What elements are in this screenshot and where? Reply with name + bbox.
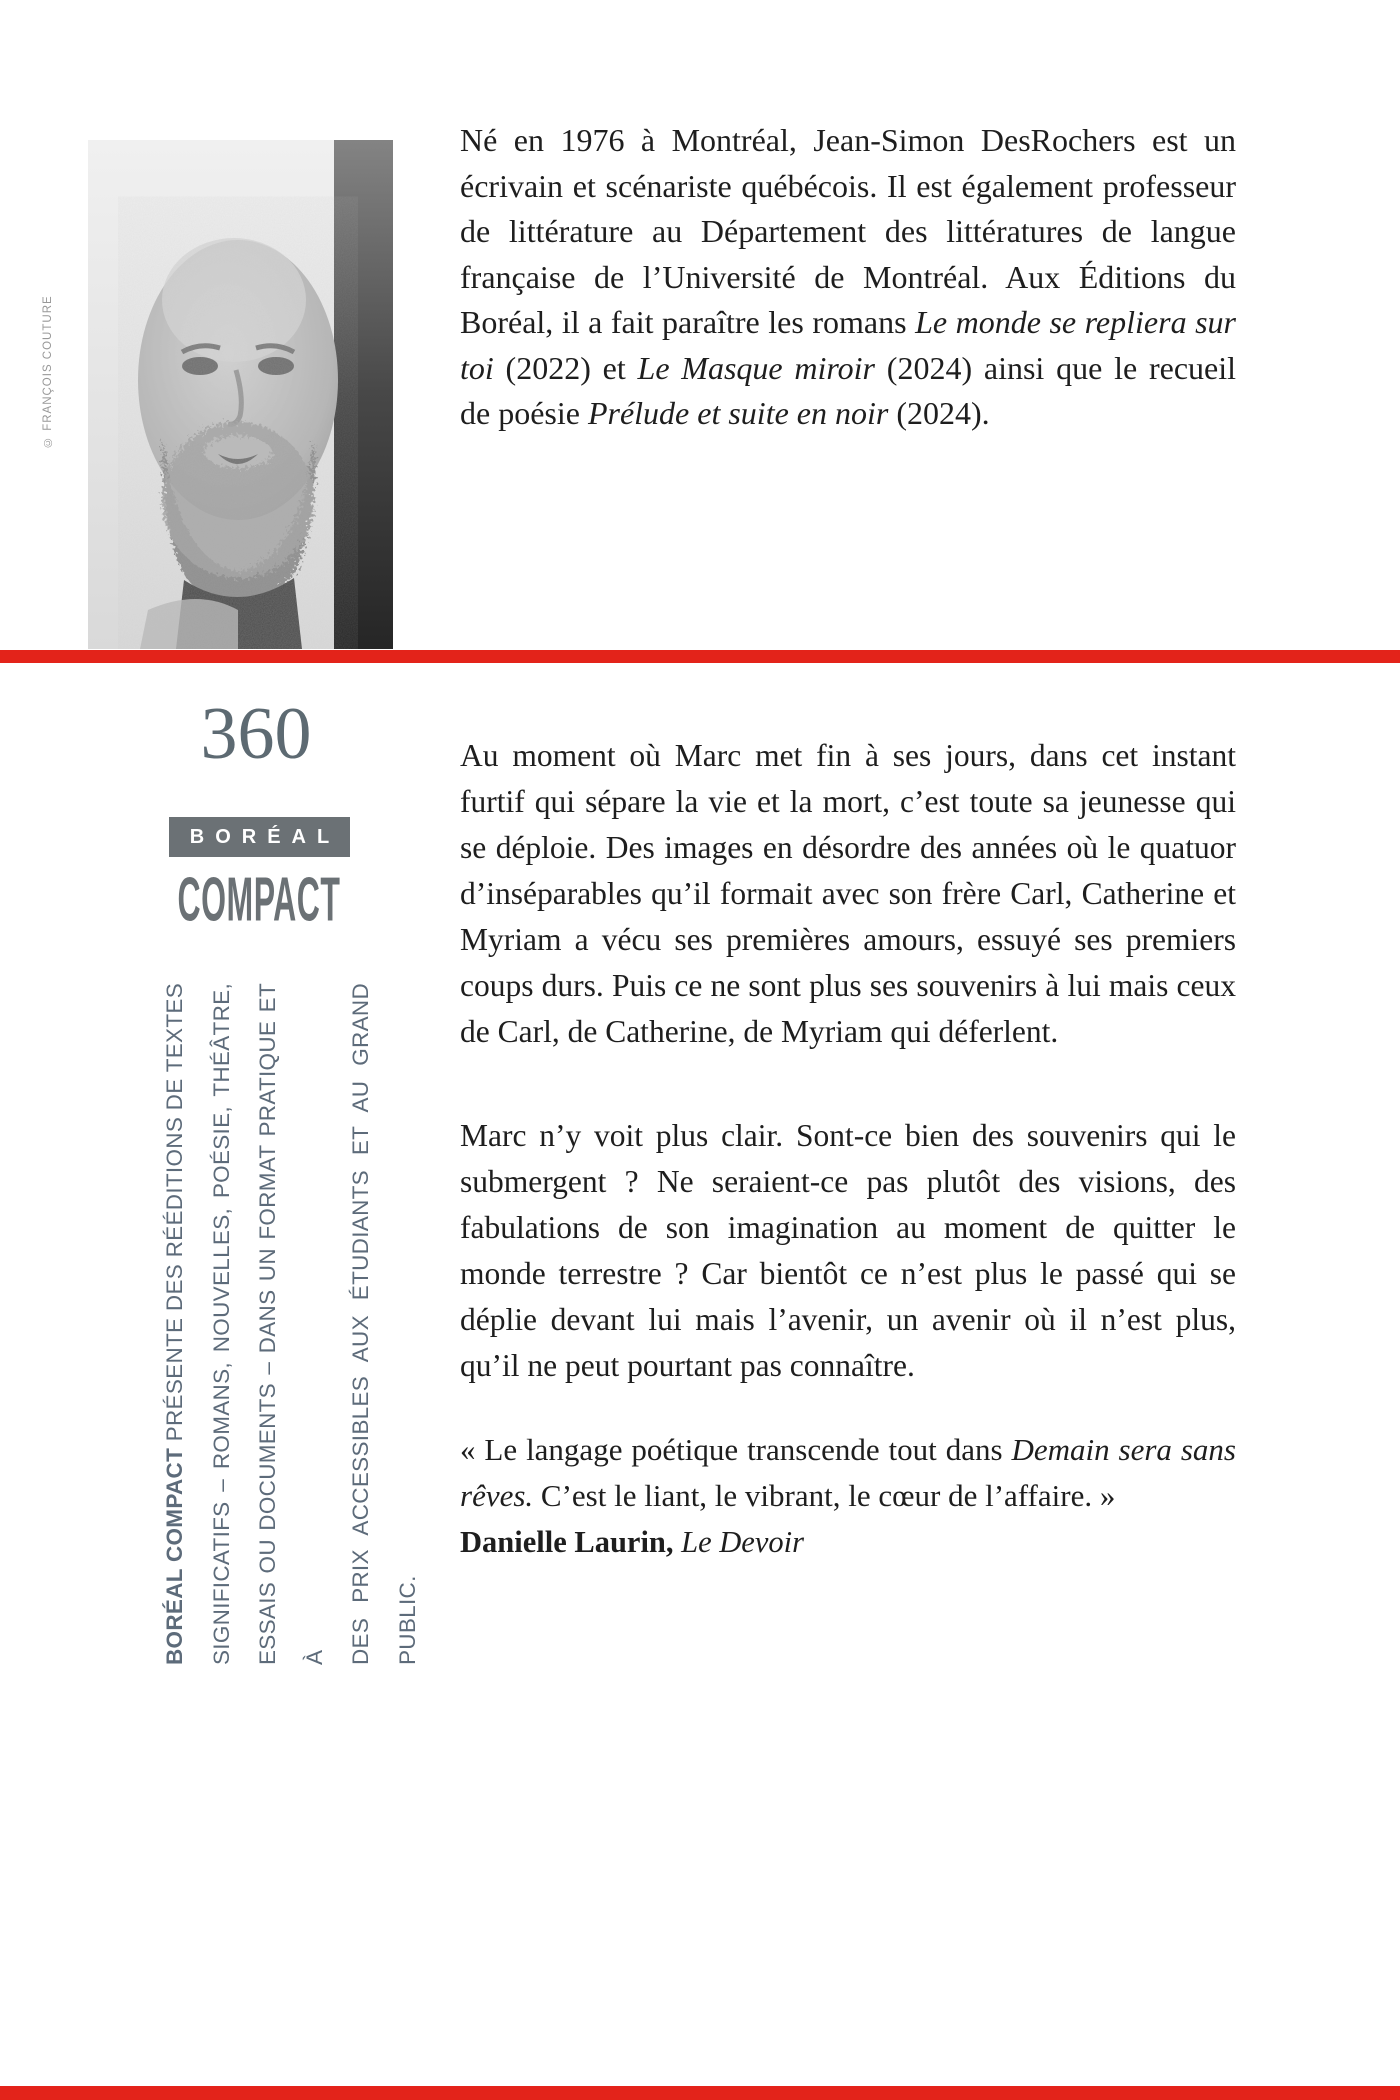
synopsis-paragraph-1: Au moment où Marc met fin à ses jours, dans cet instant furtif qui sépare la vie et la mort, c’est toute sa jeunesse qui se déploie. Des images en désordre des années où le quatuor d’inséparables qu’il formait avec son frère Carl, Catherine et Myriam a vécu ses premières amours, essuyé ses premiers coups durs. Puis ce ne sont plus ses souvenirs à lui mais ceux de Carl, de Catherine, de Myriam qui déferlent. [460,738,1236,1049]
compact-logo: COMPACT [177,864,341,935]
bottom-red-band [0,2086,1400,2100]
tagline-line-2: SIGNIFICATIFS – ROMANS, NOUVELLES, POÉSIE, THÉÂTRE, [208,983,234,1665]
collection-tagline [152,982,420,1665]
tagline-line-1: BORÉAL COMPACT PRÉSENTE DES RÉÉDITIONS DE TEXTES [162,982,187,1665]
collection-number: 360 [200,693,312,775]
photo-credit [42,140,70,448]
review-attribution-name: Danielle Laurin, [460,1525,674,1559]
author-photo-graphic [88,140,393,649]
author-photo [88,140,393,649]
red-band-separator [0,650,1400,663]
boreal-logo: BORÉAL [169,817,350,857]
tagline-line-4: DES PRIX ACCESSIBLES AUX ÉTUDIANTS ET AU GRAND PUBLIC. [348,983,420,1665]
tagline-line-3: ESSAIS OU DOCUMENTS – DANS UN FORMAT PRATIQUE ET À [255,983,327,1665]
review-quote: « Le langage poétique transcende tout dans Demain sera sans rêves. C’est le liant, le vibrant, le cœur de l’affaire. » [460,1432,1236,1513]
review-attribution [460,1520,1236,1564]
review-attribution-source: Le Devoir [681,1525,804,1559]
author-bio: Né en 1976 à Montréal, Jean-Simon DesRochers est un écrivain et scénariste québécois. Il est également professeur de littérature au Département des littératures de langue française de l’Université de Montréal. Aux Éditions du Boréal, il a fait paraître les romans Le monde se repliera sur toi (2022) et Le Masque miroir (2024) ainsi que le recueil de poésie Prélude et suite en noir (2024). [460,122,1237,431]
synopsis-paragraph-2: Marc n’y voit plus clair. Sont-ce bien des souvenirs qui le submergent ? Ne seraient-ce pas plutôt des visions, des fabulations de son imagination au moment de quitter le monde terrestre ? Car bientôt ce n’est plus le passé qui se déplie devant lui mais l’avenir, un avenir où il n’est plus, qu’il ne peut pourtant pas connaître. [460,1118,1236,1383]
photo-credit-text: © FRANÇOIS COUTURE [42,295,54,448]
collection-tagline-rotated [152,982,420,1665]
